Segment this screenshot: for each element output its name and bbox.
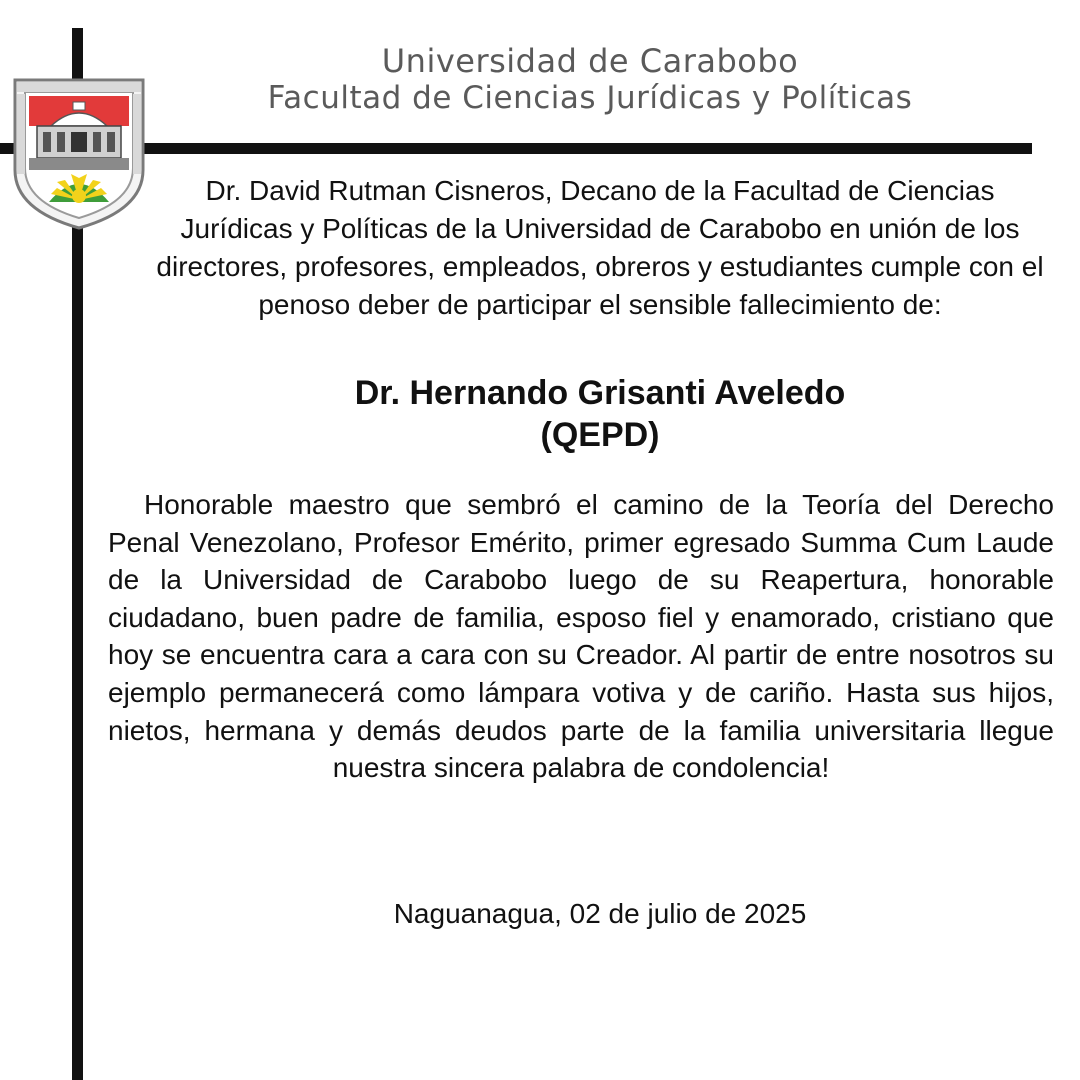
- cross-horizontal-bar: [0, 143, 1032, 154]
- university-crest-icon: [13, 78, 145, 230]
- university-name: Universidad de Carabobo: [381, 42, 799, 80]
- dateline: Naguanagua, 02 de julio de 2025: [393, 898, 807, 929]
- tribute-paragraph: Honorable maestro que sembró el camino de la Teoría del Derecho Penal Venezolano, Profesor Emérito, primer egresado Summa Cum Laude de la Universidad de Carabobo luego de su Reapertura, honorable ciudadano, buen padre de familia, esposo fiel y enamorado, cristiano que hoy se encuentra cara a cara con su Creador. Al partir de entre nosotros su ejemplo permanecerá como lámpara votiva y de cariño. Hasta sus hijos, nietos, hermana y demás deudos parte de la familia universitaria llegue nuestra sincera palabra de condolencia!: [108, 489, 1054, 784]
- deceased-name: Dr. Hernando Grisanti Aveledo: [354, 374, 846, 412]
- faculty-name: Facultad de Ciencias Jurídicas y Políticas: [267, 80, 913, 116]
- notice-intro: Dr. David Rutman Cisneros, Decano de la Facultad de Ciencias Jurídicas y Políticas de la Universidad de Carabobo en unión de los directores, profesores, empleados, obreros y estudiantes cumple con el penoso deber de participar el sensible fallecimiento de:: [156, 175, 1044, 320]
- deceased-name-block: [240, 372, 960, 456]
- qepd-suffix: (QEPD): [540, 416, 660, 454]
